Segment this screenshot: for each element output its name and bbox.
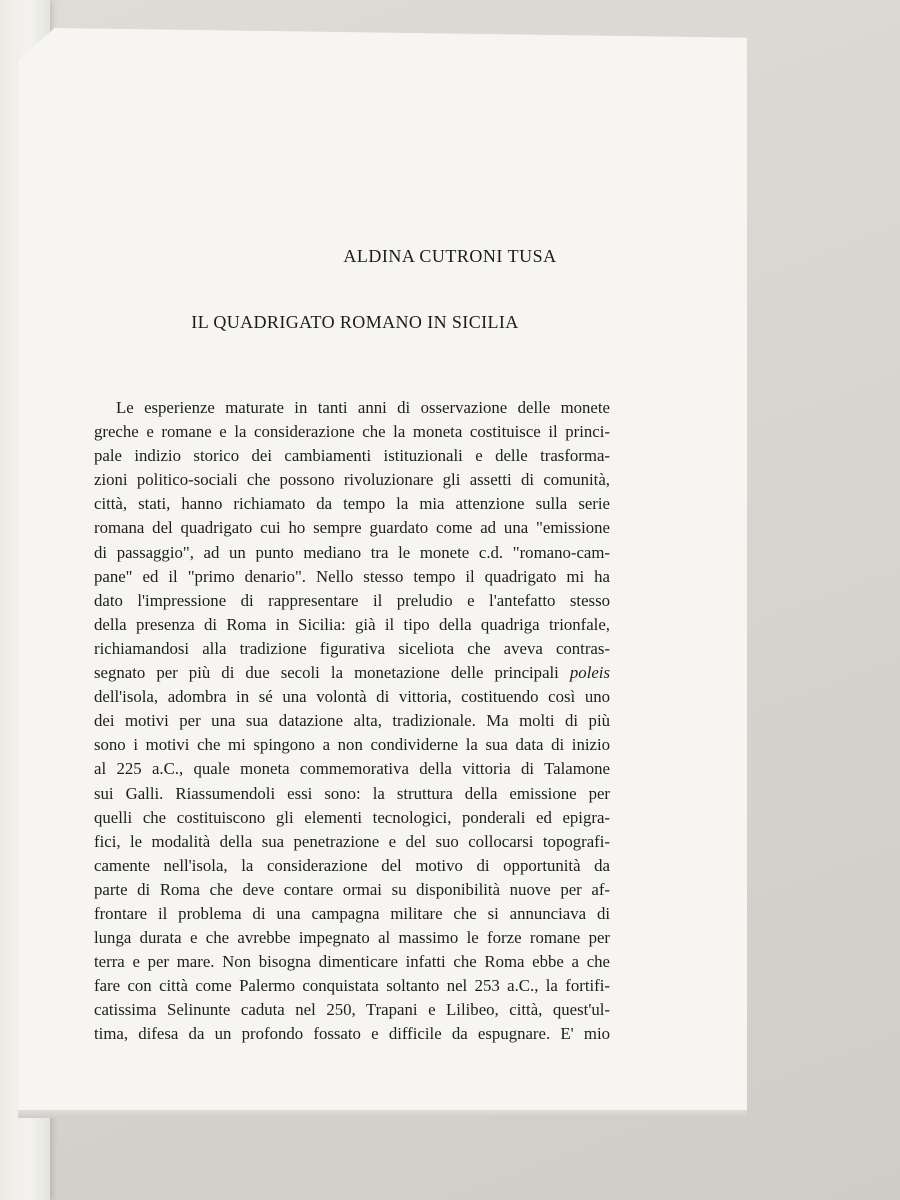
- text-line: tima, difesa da un profondo fossato e difficile da espugnare. E' mio: [94, 1024, 610, 1044]
- article-body: [94, 396, 610, 1047]
- text-line: catissima Selinunte caduta nel 250, Trapani e Lilibeo, città, quest'ul-: [94, 1000, 610, 1020]
- article-title: IL QUADRIGATO ROMANO IN SICILIA: [191, 312, 519, 332]
- text-line: terra e per mare. Non bisogna dimenticare infatti che Roma ebbe a che: [94, 952, 610, 972]
- text-line: parte di Roma che deve contare ormai su disponibilità nuove per af-: [94, 879, 610, 899]
- text-line: dei motivi per una sua datazione alta, tradizionale. Ma molti di più: [94, 711, 610, 731]
- text-line: romana del quadrigato cui ho sempre guardato come ad una "emissione: [94, 518, 610, 538]
- text-line: della presenza di Roma in Sicilia: già il tipo della quadriga trionfale,: [94, 614, 610, 634]
- text-line: dato l'impressione di rappresentare il preludio e l'antefatto stesso: [94, 590, 610, 610]
- text-line: greche e romane e la considerazione che la moneta costituisce il princi-: [94, 422, 610, 442]
- text-line: Le esperienze maturate in tanti anni di osservazione delle monete: [116, 398, 610, 417]
- text-line: al 225 a.C., quale moneta commemorativa della vittoria di Talamone: [94, 759, 610, 779]
- text-line: fici, le modalità della sua penetrazione e del suo collocarsi topografi-: [94, 831, 610, 851]
- text-line: richiamandosi alla tradizione figurativa siceliota che aveva contras-: [94, 638, 610, 658]
- text-line: pane" ed il "primo denario". Nello stesso tempo il quadrigato mi ha: [94, 566, 610, 586]
- text-line: quelli che costituiscono gli elementi tecnologici, ponderali ed epigra-: [94, 807, 610, 827]
- text-line: sono i motivi che mi spingono a non condividerne la sua data di inizio: [94, 735, 610, 755]
- text-line: lunga durata e che avrebbe impegnato al massimo le forze romane per: [94, 928, 610, 948]
- text-line: frontare il problema di una campagna militare che si annunciava di: [94, 903, 610, 923]
- text-line: segnato per più di due secoli la monetazione delle principali poleis: [94, 663, 610, 683]
- text-line: di passaggio", ad un punto mediano tra le monete c.d. "romano-cam-: [94, 542, 610, 562]
- text-line: dell'isola, adombra in sé una volontà di vittoria, costituendo così uno: [94, 687, 610, 707]
- text-line: camente nell'isola, la considerazione del motivo di opportunità da: [94, 855, 610, 875]
- text-line: pale indizio storico dei cambiamenti istituzionali e delle trasforma-: [94, 446, 610, 466]
- text-line: zioni politico-sociali che possono rivoluzionare gli assetti di comunità,: [94, 470, 610, 490]
- text-line: sui Galli. Riassumendoli essi sono: la struttura della emissione per: [94, 783, 610, 803]
- text-line: fare con città come Palermo conquistata soltanto nel 253 a.C., la fortifi-: [94, 976, 610, 996]
- italic-term: poleis: [569, 663, 610, 683]
- text-line: città, stati, hanno richiamato da tempo la mia attenzione sulla serie: [94, 494, 610, 514]
- author-name: ALDINA CUTRONI TUSA: [343, 246, 557, 266]
